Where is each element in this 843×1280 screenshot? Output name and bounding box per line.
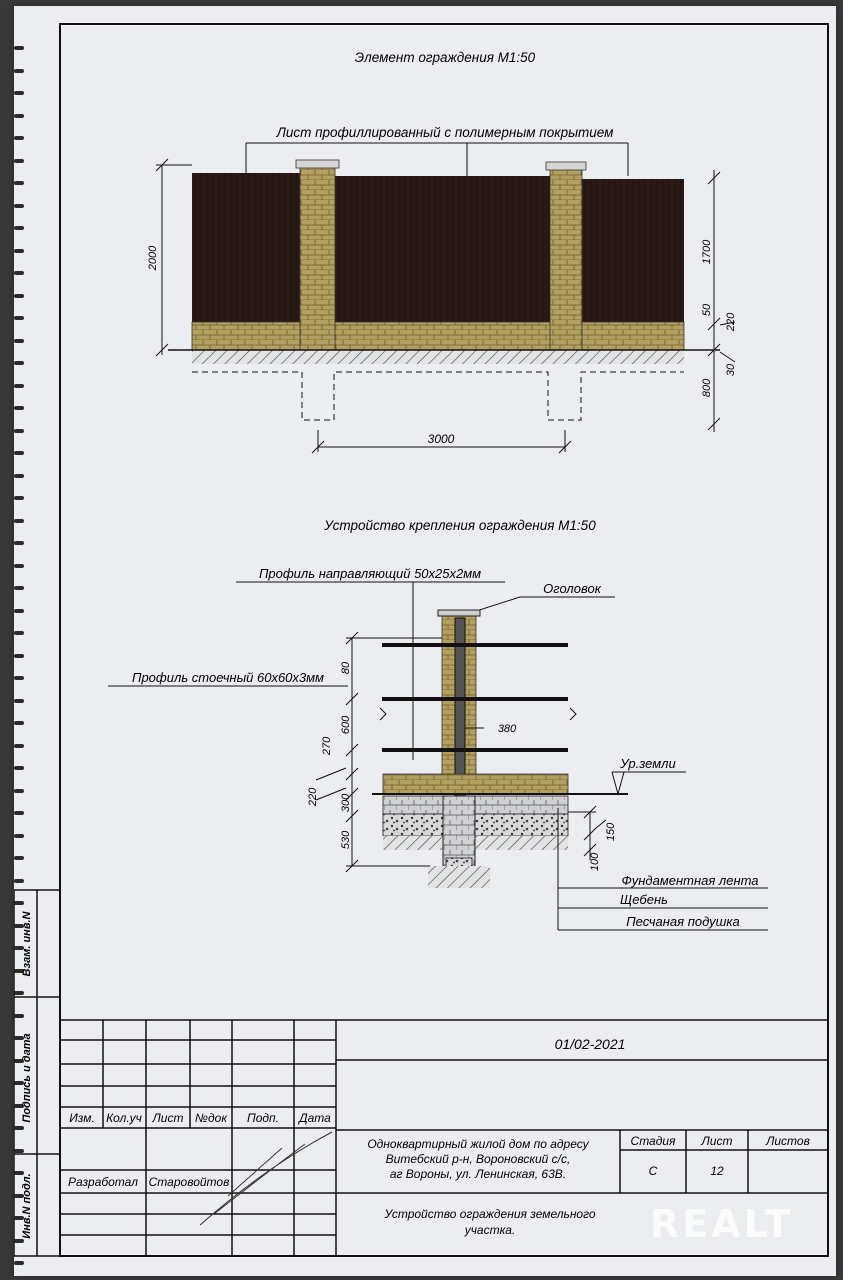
label-sand-cushion: Песчаная подушка bbox=[626, 914, 740, 929]
label-post-profile: Профиль стоечный 60x60x3мм bbox=[132, 670, 324, 685]
brick-pillar-1 bbox=[300, 166, 335, 350]
dim-span: 3000 bbox=[427, 432, 455, 446]
developed-label: Разработал bbox=[68, 1175, 138, 1189]
dim-300: 300 bbox=[340, 793, 352, 813]
project-line-2: Витебский р-н, Вороновский с/с, bbox=[385, 1152, 571, 1166]
stage-label: Стадия bbox=[630, 1134, 676, 1148]
section1-title: Элемент ограждения М1:50 bbox=[354, 50, 536, 65]
dim-50: 50 bbox=[701, 303, 713, 317]
col-izm: Изм. bbox=[69, 1111, 95, 1125]
label-strip-foundation: Фундаментная лента bbox=[621, 873, 759, 888]
project-line-3: аг Вороны, ул. Ленинская, 63В. bbox=[389, 1167, 567, 1181]
dim-220: 220 bbox=[725, 312, 737, 332]
sheet-label: Лист профиллированный с полимерным покрытием bbox=[276, 125, 614, 140]
col-ndok: №док bbox=[195, 1111, 227, 1125]
brick-pillar-2 bbox=[550, 168, 582, 350]
dim-height-total: 2000 bbox=[147, 245, 159, 271]
fence-sheet-3 bbox=[582, 179, 684, 325]
col-data: Дата bbox=[299, 1111, 331, 1125]
drawing-title-1: Устройство ограждения земельного bbox=[384, 1207, 596, 1221]
dim-800: 800 bbox=[701, 378, 713, 398]
section-base-wall bbox=[383, 774, 568, 794]
project-line-1: Одноквартирный жилой дом по адресу bbox=[367, 1137, 589, 1151]
drawing-title-2: участка. bbox=[464, 1223, 516, 1237]
developer-name: Старовойтов bbox=[148, 1175, 230, 1189]
dim-80: 80 bbox=[340, 661, 352, 675]
col-kol: Кол.уч bbox=[106, 1111, 142, 1125]
dim-600: 600 bbox=[340, 715, 352, 735]
fence-sheet-2 bbox=[335, 176, 550, 324]
col-podp: Подп. bbox=[247, 1111, 279, 1125]
stage-value: С bbox=[648, 1164, 658, 1178]
sheets-label: Листов bbox=[766, 1134, 810, 1148]
fence-base-wall bbox=[192, 322, 684, 350]
sheet-value: 12 bbox=[710, 1164, 724, 1178]
section2-title: Устройство крепления ограждения М1:50 bbox=[324, 518, 596, 533]
technical-drawing bbox=[14, 6, 836, 1276]
ground-hatch bbox=[192, 350, 684, 364]
dim-height-sheet: 1700 bbox=[701, 239, 713, 265]
drawing-sheet bbox=[14, 6, 836, 1276]
dim-380: 380 bbox=[497, 723, 517, 735]
fence-sheet-1 bbox=[192, 173, 300, 323]
foundation-outline bbox=[192, 372, 684, 420]
col-list: Лист bbox=[152, 1111, 184, 1125]
stamp-inv-orig: Инв.N подл. bbox=[21, 1173, 33, 1239]
dim-220b: 220 bbox=[307, 787, 319, 807]
label-cap: Оголовок bbox=[543, 581, 601, 596]
sheet-label-tb: Лист bbox=[701, 1134, 733, 1148]
dim-100: 100 bbox=[589, 852, 601, 872]
dim-530: 530 bbox=[340, 830, 352, 850]
label-guide-profile: Профиль направляющий 50x25x2мм bbox=[258, 566, 482, 581]
stamp-sign-date: Подпись и дата bbox=[21, 1033, 33, 1123]
pillar-cap-1 bbox=[296, 160, 339, 168]
label-ground-level: Ур.земли bbox=[620, 756, 676, 771]
dim-30: 30 bbox=[725, 363, 737, 377]
realt-watermark: REALT bbox=[650, 1202, 794, 1246]
dim-270: 270 bbox=[321, 736, 333, 756]
pillar-cap-2 bbox=[546, 162, 586, 170]
title-date: 01/02-2021 bbox=[554, 1036, 626, 1052]
section-pillar-cap bbox=[438, 610, 480, 616]
stamp-inv-replace: Взам. инв.N bbox=[21, 911, 33, 977]
dim-150: 150 bbox=[605, 822, 617, 842]
label-gravel: Щебень bbox=[620, 892, 668, 907]
